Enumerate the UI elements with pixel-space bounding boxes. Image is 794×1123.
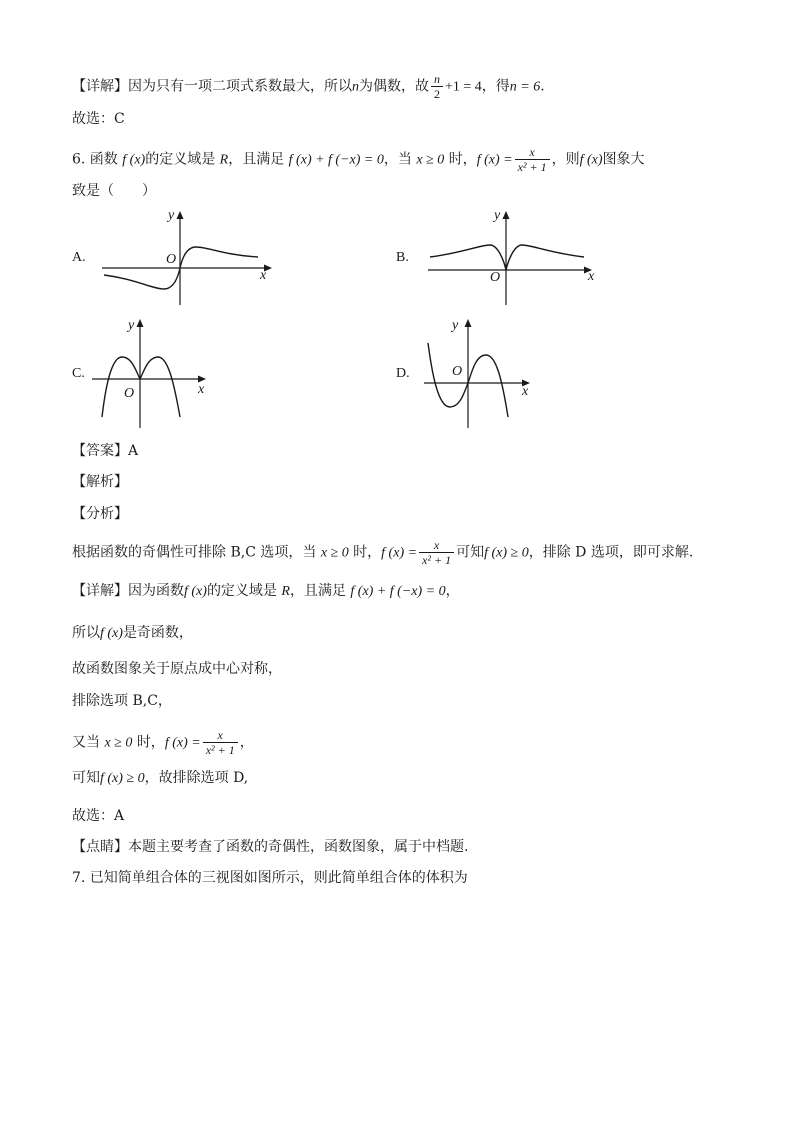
denominator: 2	[431, 86, 443, 101]
choose-line: 故选：A	[72, 808, 125, 824]
origin-label: O	[124, 386, 135, 401]
text: 根据函数的奇偶性可排除 B,C 选项，当	[72, 544, 317, 561]
text: 时，	[353, 544, 382, 561]
math: n = 6	[509, 79, 541, 95]
math: f (x)	[184, 584, 207, 599]
origin-label: O	[452, 364, 463, 379]
text: 又当	[72, 734, 100, 751]
math: R	[281, 584, 290, 599]
option-c-label: C.	[72, 366, 85, 381]
choice-line: 故选：C	[72, 111, 125, 127]
when-line	[72, 728, 254, 757]
exclude-line: 排除选项 B,C，	[72, 693, 172, 709]
fraction	[203, 728, 238, 757]
question-6-line-1	[72, 145, 645, 174]
option-a-graph	[96, 205, 286, 305]
math: f (x) ≥ 0	[484, 545, 529, 561]
math: f (x) ≥ 0	[100, 771, 145, 786]
math: R	[219, 152, 229, 168]
y-axis-label: y	[128, 318, 135, 333]
math: f (x) =	[381, 545, 418, 561]
option-d-label: D.	[396, 366, 410, 381]
text: 所以	[72, 625, 100, 641]
math: f (x)	[579, 152, 603, 168]
numerator: x	[433, 538, 440, 552]
text: ，则	[551, 151, 580, 168]
origin-label: O	[166, 252, 177, 267]
detail-line-2	[72, 581, 460, 602]
y-axis-label: y	[168, 208, 175, 223]
fenxi-line	[72, 538, 693, 567]
text: 可知	[456, 544, 485, 561]
x-axis-label: x	[198, 382, 205, 397]
text: 【详解】因为只有一项二项式系数最大，所以	[72, 78, 352, 95]
text: ，排除 D 选项，即可求解.	[528, 544, 694, 561]
text: 时，	[136, 734, 165, 751]
fenxi-heading: 【分析】	[72, 506, 128, 522]
math: f (x) =	[476, 152, 513, 168]
math: f (x) + f (−x) = 0	[350, 584, 446, 599]
text: ，得	[481, 78, 510, 95]
math: x ≥ 0	[104, 735, 133, 751]
text: .	[540, 78, 545, 95]
option-b-graph	[424, 205, 614, 305]
numerator: n	[434, 72, 440, 86]
text: ，	[239, 734, 254, 751]
detail-line-1	[72, 72, 545, 101]
origin-label: O	[490, 270, 501, 285]
fraction	[515, 145, 550, 174]
text: ，	[445, 583, 460, 599]
text: 的定义域是	[206, 583, 277, 599]
text: 为偶数，故	[359, 78, 429, 95]
x-axis-label: x	[588, 269, 595, 284]
x-axis-label: x	[522, 384, 529, 399]
dianjing-line: 【点睛】本题主要考查了函数的奇偶性，函数图象，属于中档题.	[72, 839, 469, 855]
math: x ≥ 0	[416, 152, 445, 168]
text: 时，	[448, 151, 477, 168]
numerator: x	[217, 728, 223, 742]
odd-line	[72, 623, 193, 644]
math: f (x) =	[164, 735, 201, 751]
math: f (x)	[122, 152, 146, 168]
y-axis-label: y	[452, 318, 459, 333]
option-c-graph	[90, 313, 220, 428]
text: 图象大	[602, 151, 645, 168]
denominator: x² + 1	[203, 742, 238, 757]
numerator: x	[529, 145, 535, 159]
text: 可知	[72, 770, 100, 786]
text: ，故排除选项 D,	[144, 770, 249, 786]
question-6-line-2: 致是（ ）	[72, 183, 156, 199]
denominator: x² + 1	[419, 552, 454, 567]
option-b-label: B.	[396, 250, 409, 265]
text: 的定义域是	[145, 151, 216, 168]
y-axis-label: y	[494, 208, 501, 223]
text: 【详解】因为函数	[72, 583, 184, 599]
math: f (x)	[100, 626, 123, 641]
option-d-graph	[422, 313, 562, 428]
math: f (x) + f (−x) = 0	[288, 152, 384, 168]
fraction	[419, 538, 454, 567]
option-a-label: A.	[72, 250, 86, 265]
text: 是奇函数，	[122, 625, 193, 641]
answer-line: 【答案】A	[72, 443, 139, 459]
know-line	[72, 768, 248, 789]
text: ，且满足	[289, 583, 346, 599]
math-var: n	[352, 79, 359, 95]
text: ，且满足	[228, 151, 285, 168]
denominator: x² + 1	[515, 159, 550, 174]
x-axis-label: x	[260, 268, 267, 283]
analysis-heading: 【解析】	[72, 474, 128, 490]
math: +1 = 4	[445, 79, 482, 95]
text: ，当	[383, 151, 412, 168]
fraction	[431, 72, 443, 101]
symmetry-line: 故函数图象关于原点成中心对称，	[72, 661, 282, 677]
text: 6. 函数	[72, 151, 118, 168]
question-7: 7. 已知简单组合体的三视图如图所示，则此简单组合体的体积为	[72, 870, 468, 886]
math: x ≥ 0	[320, 545, 349, 561]
